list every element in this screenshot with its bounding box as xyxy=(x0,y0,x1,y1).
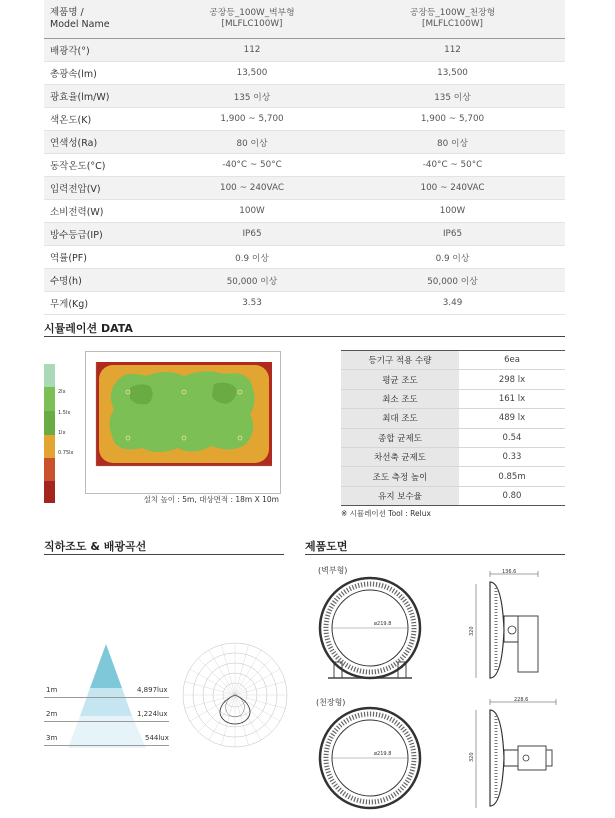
spec-value-wall: 13,500 xyxy=(164,62,340,85)
polar-spoke xyxy=(235,695,285,708)
spec-label: 광효율(lm/W) xyxy=(44,85,164,108)
sim-key: 등기구 적용 수량 xyxy=(341,351,459,370)
table-row xyxy=(44,177,565,200)
sim-key: 차선축 균제도 xyxy=(341,447,459,466)
polar-spoke xyxy=(198,695,235,732)
table-row xyxy=(341,428,565,447)
spec-value-ceiling: 50,000 이상 xyxy=(340,269,565,292)
table-row xyxy=(44,85,565,108)
polar-spoke xyxy=(222,645,235,695)
spec-value-ceiling: 100W xyxy=(340,200,565,223)
table-row xyxy=(44,269,565,292)
illuminance-title: 직하조도 & 배광곡선 xyxy=(44,540,147,553)
table-row xyxy=(341,486,565,505)
sim-value: 6ea xyxy=(459,351,565,370)
spec-value-ceiling: 112 xyxy=(340,39,565,62)
table-row xyxy=(44,200,565,223)
sim-key: 유지 보수율 xyxy=(341,486,459,505)
distance-label: 1m xyxy=(46,686,58,694)
spec-value-ceiling: 13,500 xyxy=(340,62,565,85)
polar-spoke xyxy=(235,645,248,695)
sim-key: 최대 조도 xyxy=(341,409,459,428)
polar-spoke xyxy=(235,669,280,695)
spec-label: 색온도(K) xyxy=(44,108,164,131)
sim-key: 평균 조도 xyxy=(341,370,459,389)
spec-label: 연색성(Ra) xyxy=(44,131,164,154)
distance-line-2m xyxy=(44,721,169,722)
spec-value-wall: 112 xyxy=(164,39,340,62)
sim-value: 489 lx xyxy=(459,409,565,428)
table-row xyxy=(44,108,565,131)
illuminance-title-rule xyxy=(44,554,284,555)
lux-value: 4,897lux xyxy=(137,686,168,694)
spec-header-col1: 공장등_100W_벽부형 [MLFLC100W] xyxy=(164,0,340,39)
legend-label: 1.5lx xyxy=(58,410,71,416)
spec-value-wall: 135 이상 xyxy=(164,85,340,108)
illuminance-simulation-map xyxy=(85,351,281,494)
wall-type-label: (벽부형) xyxy=(318,566,348,575)
polar-spoke xyxy=(198,658,235,695)
distance-label: 2m xyxy=(46,710,58,718)
spec-value-ceiling: 135 이상 xyxy=(340,85,565,108)
sim-value: 0.33 xyxy=(459,447,565,466)
drawing-title: 제품도면 xyxy=(305,540,348,553)
lux-value: 1,224lux xyxy=(137,710,168,718)
polar-spoke xyxy=(190,669,235,695)
spec-label: 무게(Kg) xyxy=(44,292,164,315)
polar-spoke xyxy=(235,695,272,732)
spec-header-col2: 공장등_100W_천장형 [MLFLC100W] xyxy=(340,0,565,39)
simulation-heatmap xyxy=(86,352,280,493)
spec-table xyxy=(44,0,565,315)
spec-label: 배광각(°) xyxy=(44,39,164,62)
spec-value-ceiling: IP65 xyxy=(340,223,565,246)
spec-value-wall: 50,000 이상 xyxy=(164,269,340,292)
legend-label: 0.75lx xyxy=(58,450,74,456)
table-row xyxy=(44,246,565,269)
spec-value-wall: 1,900 ~ 5,700 xyxy=(164,108,340,131)
drawing-title-rule xyxy=(305,554,565,555)
legend-label: 1lx xyxy=(58,430,66,436)
spec-value-ceiling: 80 이상 xyxy=(340,131,565,154)
simulation-caption: 설치 높이 : 5m, 대상면적 : 18m X 10m xyxy=(143,495,279,504)
table-row xyxy=(341,409,565,428)
polar-distribution-curve xyxy=(180,640,290,750)
distance-line-3m xyxy=(44,745,169,746)
table-row xyxy=(44,223,565,246)
wall-type-front-drawing xyxy=(312,576,442,686)
spec-label: 수명(h) xyxy=(44,269,164,292)
legend-swatch xyxy=(44,435,55,458)
table-row xyxy=(44,62,565,85)
sim-value: 0.85m xyxy=(459,467,565,486)
spec-value-ceiling: 100 ~ 240VAC xyxy=(340,177,565,200)
spec-label: 동작온도(°C) xyxy=(44,154,164,177)
legend-label: 2lx xyxy=(58,389,66,395)
spec-value-wall: 80 이상 xyxy=(164,131,340,154)
spec-value-wall: 0.9 이상 xyxy=(164,246,340,269)
spec-label: 역률(PF) xyxy=(44,246,164,269)
svg-text:320: 320 xyxy=(469,626,475,636)
sim-value: 161 lx xyxy=(459,389,565,408)
table-row xyxy=(341,351,565,370)
sim-key: 최소 조도 xyxy=(341,389,459,408)
illuminance-legend xyxy=(44,364,55,503)
table-row xyxy=(44,131,565,154)
legend-swatch xyxy=(44,481,55,503)
ceiling-type-front-drawing xyxy=(312,706,442,816)
table-row xyxy=(341,389,565,408)
sim-value: 0.80 xyxy=(459,486,565,505)
table-row xyxy=(44,39,565,62)
polar-spoke xyxy=(209,650,235,695)
spec-value-wall: 3.53 xyxy=(164,292,340,315)
simulation-title-rule xyxy=(44,336,565,337)
sim-key: 종합 균제도 xyxy=(341,428,459,447)
spec-header-row xyxy=(44,0,565,39)
simulation-results-table xyxy=(341,350,565,506)
legend-swatch xyxy=(44,458,55,481)
table-row xyxy=(341,370,565,389)
svg-text:ø219.8: ø219.8 xyxy=(374,621,392,627)
ceiling-type-label: (천장형) xyxy=(316,698,346,707)
wall-type-side-drawing xyxy=(468,568,568,688)
sim-value: 298 lx xyxy=(459,370,565,389)
table-row xyxy=(341,467,565,486)
spec-label: 총광속(lm) xyxy=(44,62,164,85)
polar-spoke xyxy=(235,658,272,695)
svg-text:ø219.8: ø219.8 xyxy=(374,751,392,757)
spec-value-ceiling: 1,900 ~ 5,700 xyxy=(340,108,565,131)
simulation-title: 시뮬레이션 DATA xyxy=(44,322,133,335)
spec-label: 방수등급(IP) xyxy=(44,223,164,246)
spec-value-ceiling: 3.49 xyxy=(340,292,565,315)
spec-value-wall: 100 ~ 240VAC xyxy=(164,177,340,200)
spec-label: 입력전압(V) xyxy=(44,177,164,200)
polar-spoke xyxy=(235,682,285,695)
spec-label: 소비전력(W) xyxy=(44,200,164,223)
spec-value-wall: -40°C ~ 50°C xyxy=(164,154,340,177)
legend-swatch xyxy=(44,364,55,387)
lux-value: 544lux xyxy=(145,734,169,742)
svg-text:320: 320 xyxy=(469,752,475,762)
sim-value: 0.54 xyxy=(459,428,565,447)
legend-swatch xyxy=(44,411,55,435)
distance-label: 3m xyxy=(46,734,58,742)
polar-spoke xyxy=(185,695,235,708)
sim-key: 조도 측정 높이 xyxy=(341,467,459,486)
polar-spoke xyxy=(185,682,235,695)
table-row xyxy=(44,154,565,177)
distance-line-1m xyxy=(44,697,169,698)
svg-text:136.6: 136.6 xyxy=(502,569,517,575)
spec-value-wall: 100W xyxy=(164,200,340,223)
legend-swatch xyxy=(44,387,55,411)
spec-value-wall: IP65 xyxy=(164,223,340,246)
table-row xyxy=(44,292,565,315)
svg-text:228.6: 228.6 xyxy=(514,697,529,703)
table-row xyxy=(341,447,565,466)
simulation-tool-note: ※ 시뮬레이션 Tool : Relux xyxy=(341,509,431,518)
spec-value-ceiling: -40°C ~ 50°C xyxy=(340,154,565,177)
spec-value-ceiling: 0.9 이상 xyxy=(340,246,565,269)
ceiling-type-side-drawing xyxy=(468,696,568,814)
spec-header-label: 제품명 / Model Name xyxy=(44,0,164,39)
polar-spoke xyxy=(235,650,261,695)
